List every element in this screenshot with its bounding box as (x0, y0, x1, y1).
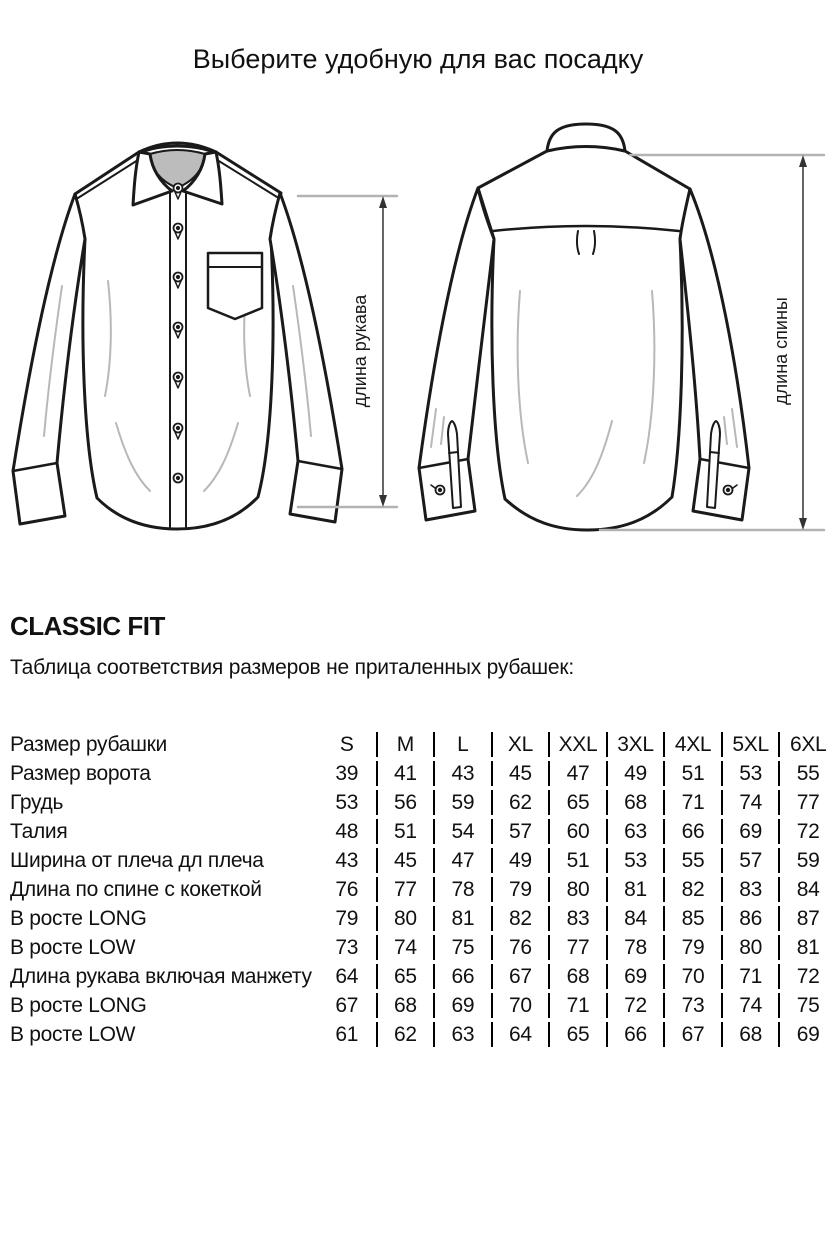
table-cell: L (433, 732, 491, 757)
table-cell: 74 (721, 993, 779, 1018)
table-row (0, 848, 836, 873)
row-label: В росте LOW (10, 935, 136, 959)
table-cell: 54 (433, 819, 491, 844)
table-cell: 73 (335, 935, 359, 959)
table-row (0, 877, 836, 902)
row-label: Длина по спине с кокеткой (10, 877, 262, 901)
table-cell: 64 (335, 964, 359, 988)
table-row (0, 964, 836, 989)
table-cell: 87 (778, 906, 836, 931)
row-label: В росте LONG (10, 906, 147, 930)
shirt-diagrams (0, 99, 836, 561)
table-cell: 66 (663, 819, 721, 844)
page-title: Выберите удобную для вас посадку (192, 44, 644, 74)
table-cell: 56 (376, 790, 434, 815)
table-cell: 72 (606, 993, 664, 1018)
table-cell: 39 (335, 761, 359, 785)
table-cell: 65 (376, 964, 434, 989)
table-cell: 57 (491, 819, 549, 844)
table-cell: 49 (491, 848, 549, 873)
table-cell: 73 (663, 993, 721, 1018)
table-row (0, 790, 836, 815)
table-cell: 61 (335, 1022, 359, 1046)
back-length-label: длина спины (771, 297, 791, 405)
fit-heading: CLASSIC FIT (10, 611, 165, 641)
table-cell: 80 (376, 906, 434, 931)
table-cell: 4XL (663, 732, 721, 757)
table-cell: 85 (663, 906, 721, 931)
size-table-body (0, 732, 836, 1047)
table-cell: 72 (778, 964, 836, 989)
table-cell: 74 (721, 790, 779, 815)
table-cell: 86 (721, 906, 779, 931)
table-row (0, 1022, 836, 1047)
table-row (0, 761, 836, 786)
table-cell: 77 (376, 877, 434, 902)
table-cell: 80 (721, 935, 779, 960)
table-row (0, 993, 836, 1018)
table-cell: 45 (376, 848, 434, 873)
table-cell: 68 (376, 993, 434, 1018)
table-cell: 69 (721, 819, 779, 844)
table-cell: 67 (663, 1022, 721, 1047)
table-cell: 68 (606, 790, 664, 815)
row-label: Грудь (10, 790, 64, 814)
table-cell: 53 (606, 848, 664, 873)
table-cell: 41 (376, 761, 434, 786)
table-cell: 63 (606, 819, 664, 844)
table-cell: 80 (548, 877, 606, 902)
table-row (0, 935, 836, 960)
table-cell: 59 (778, 848, 836, 873)
row-label: Ширина от плеча дл плеча (10, 848, 264, 872)
table-cell: 71 (721, 964, 779, 989)
table-cell: 79 (491, 877, 549, 902)
table-cell: 59 (433, 790, 491, 815)
table-cell: 82 (491, 906, 549, 931)
table-cell: 71 (548, 993, 606, 1018)
table-cell: 65 (548, 1022, 606, 1047)
table-cell: M (376, 732, 434, 757)
table-cell: 43 (335, 848, 359, 872)
table-cell: 81 (606, 877, 664, 902)
table-cell: XXL (548, 732, 606, 757)
column-header-label: Размер рубашки (10, 732, 167, 756)
table-row (0, 906, 836, 931)
table-cell: 66 (433, 964, 491, 989)
table-cell: 77 (778, 790, 836, 815)
table-cell: 78 (606, 935, 664, 960)
row-label: Длина рукава включая манжету (10, 964, 312, 988)
table-cell: 49 (606, 761, 664, 786)
shirt-technical-drawing (0, 99, 836, 561)
table-cell: 81 (433, 906, 491, 931)
table-cell: 70 (663, 964, 721, 989)
table-cell: 84 (778, 877, 836, 902)
table-cell: 47 (548, 761, 606, 786)
table-cell: 78 (433, 877, 491, 902)
table-cell: 84 (606, 906, 664, 931)
table-cell: 66 (606, 1022, 664, 1047)
table-cell: 45 (491, 761, 549, 786)
table-cell: 51 (376, 819, 434, 844)
table-cell: 55 (778, 761, 836, 786)
table-cell: 74 (376, 935, 434, 960)
table-cell: 48 (335, 819, 359, 843)
table-cell: 76 (491, 935, 549, 960)
table-cell: 70 (491, 993, 549, 1018)
table-cell: 53 (335, 790, 359, 814)
row-label: Талия (10, 819, 68, 843)
table-cell: 75 (433, 935, 491, 960)
size-guide-page (0, 44, 836, 1244)
table-cell: 67 (491, 964, 549, 989)
table-row (0, 732, 836, 757)
table-cell: 82 (663, 877, 721, 902)
table-cell: 43 (433, 761, 491, 786)
table-cell: 71 (663, 790, 721, 815)
table-row (0, 819, 836, 844)
table-caption: Таблица соответствия размеров не приталенных рубашек: (10, 656, 574, 679)
row-label: В росте LONG (10, 993, 147, 1017)
table-cell: 63 (433, 1022, 491, 1047)
table-cell: 83 (548, 906, 606, 931)
sleeve-length-label: длина рукава (350, 294, 370, 408)
table-cell: 75 (778, 993, 836, 1018)
table-cell: 53 (721, 761, 779, 786)
table-cell: 64 (491, 1022, 549, 1047)
table-cell: XL (491, 732, 549, 757)
table-cell: 6XL (778, 732, 836, 757)
table-cell: 5XL (721, 732, 779, 757)
table-cell: 81 (778, 935, 836, 960)
table-cell: 47 (433, 848, 491, 873)
table-cell: 79 (335, 906, 359, 930)
table-cell: 68 (721, 1022, 779, 1047)
table-cell: 77 (548, 935, 606, 960)
shirt-back-drawing (419, 124, 749, 530)
size-table (0, 728, 836, 1051)
row-label: В росте LOW (10, 1022, 136, 1046)
table-cell: 3XL (606, 732, 664, 757)
table-cell: 51 (663, 761, 721, 786)
shirt-front-drawing (13, 143, 342, 529)
table-cell: 76 (335, 877, 359, 901)
table-cell: 65 (548, 790, 606, 815)
table-cell: 51 (548, 848, 606, 873)
row-label: Размер ворота (10, 761, 151, 785)
table-cell: 62 (491, 790, 549, 815)
table-cell: 55 (663, 848, 721, 873)
table-cell: 57 (721, 848, 779, 873)
table-cell: 60 (548, 819, 606, 844)
table-cell: S (339, 732, 354, 756)
table-cell: 62 (376, 1022, 434, 1047)
table-cell: 67 (335, 993, 359, 1017)
table-cell: 69 (778, 1022, 836, 1047)
table-cell: 69 (433, 993, 491, 1018)
table-cell: 69 (606, 964, 664, 989)
chest-pocket (208, 253, 262, 319)
table-cell: 68 (548, 964, 606, 989)
table-cell: 83 (721, 877, 779, 902)
table-cell: 72 (778, 819, 836, 844)
table-cell: 79 (663, 935, 721, 960)
